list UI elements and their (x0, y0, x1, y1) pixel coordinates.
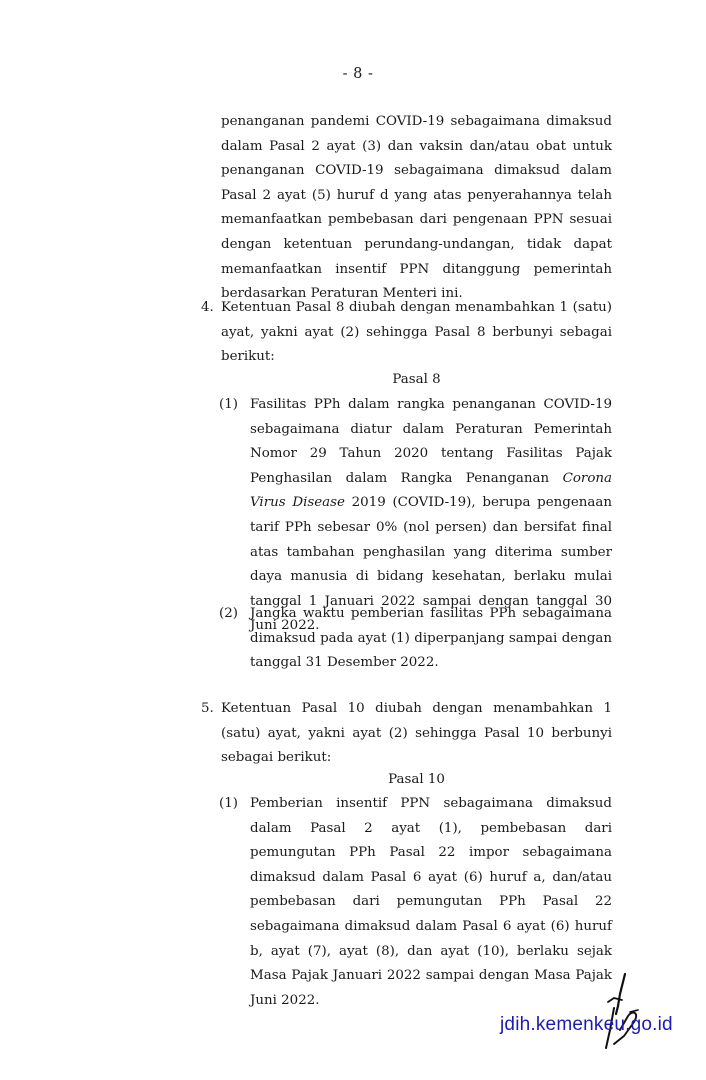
ayat-number: (2) (219, 606, 238, 621)
ayat-number: (1) (219, 796, 238, 811)
pasal-10-ayat-1 (221, 792, 612, 1013)
continuation-paragraph: penanganan pandemi COVID-19 sebagaimana dimaksud dalam Pasal 2 ayat (3) dan vaksin dan/atau obat untuk penanganan COVID-19 sebagaimana dimaksud dalam Pasal 2 ayat (5) huruf d yang atas penyerahannya telah memanfaatkan pembebasan dari pengenaan PPN sesuai dengan ketentuan perundang-undangan, tidak dapat memanfaatkan insentif PPN ditanggung pemerintah berdasarkan Peraturan Menteri ini. (221, 114, 612, 302)
item-text: Ketentuan Pasal 8 diubah dengan menambahkan 1 (satu) ayat, yakni ayat (2) sehingga Pasal 8 berbunyi sebagai berikut: (221, 300, 612, 365)
item-text: Ketentuan Pasal 10 diubah dengan menambahkan 1 (satu) ayat, yakni ayat (2) sehingga Pasal 10 berbunyi sebagai berikut: (221, 701, 612, 766)
pasal-10-title: Pasal 10 (388, 772, 445, 787)
ayat-text: Jangka waktu pemberian fasilitas PPh sebagaimana dimaksud pada ayat (1) diperpanjang sampai dengan tanggal 31 Desember 2022. (250, 606, 612, 671)
website-link[interactable]: jdih.kemenkeu.go.id (500, 1014, 673, 1035)
page-number: - 8 - (342, 66, 374, 82)
ayat-text-part: 2019 (COVID-19), berupa pengenaan tarif PPh sebesar 0% (nol persen) dan bersifat final atas tambahan penghasilan yang diterima sumber daya manusia di bidang kesehatan, berlaku mulai tanggal 1 Januari 2022 sampai dengan tanggal 30 Juni 2022. (250, 495, 613, 634)
ayat-text-italic: Corona Virus Disease (250, 470, 612, 511)
ayat-text-part: Fasilitas PPh dalam rangka penanganan COVID-19 sebagaimana diatur dalam Peraturan Pemerintah Nomor 29 Tahun 2020 tentang Fasilitas Pajak Penghasilan dalam Rangka Penanganan (250, 397, 612, 486)
list-item-5 (201, 697, 612, 771)
item-number: 4. (201, 300, 214, 315)
pasal-8-title: Pasal 8 (392, 372, 441, 387)
list-item-4 (201, 296, 612, 370)
pasal-8-ayat-2 (221, 602, 612, 676)
ayat-text: Pemberian insentif PPN sebagaimana dimaksud dalam Pasal 2 ayat (1), pembebasan dari pemungutan PPh Pasal 22 impor sebagaimana dimaksud dalam Pasal 6 ayat (6) huruf a, dan/atau pembebasan dari pemungutan PPh Pasal 22 sebagaimana dimaksud dalam Pasal 6 ayat (6) huruf b, ayat (7), ayat (8), dan ayat (10), berlaku sejak Masa Pajak Januari 2022 sampai dengan Masa Pajak Juni 2022. (250, 796, 612, 1008)
item-number: 5. (201, 701, 214, 716)
ayat-number: (1) (219, 397, 238, 412)
paraf-icon (594, 972, 654, 1052)
